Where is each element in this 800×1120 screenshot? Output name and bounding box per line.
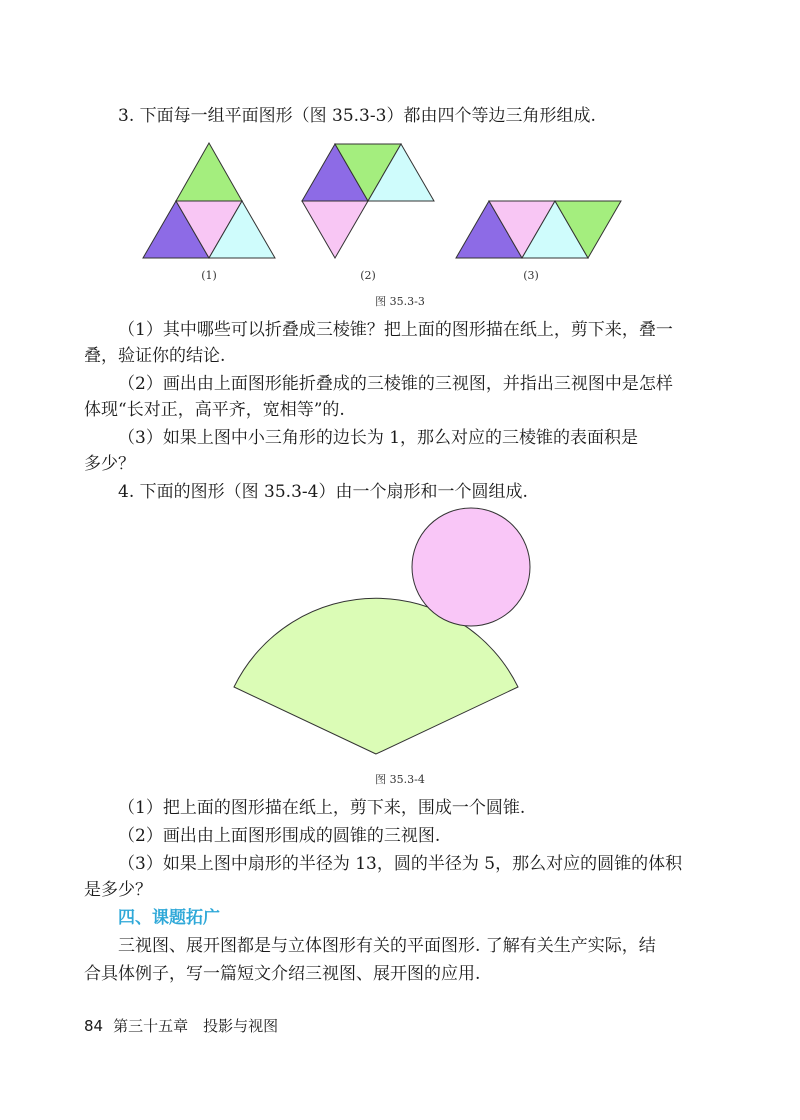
problem-3-intro: 3. 下面每一组平面图形（图 35.3-3）都由四个等边三角形组成. [118,106,596,126]
problem-3-q2-line2: 体现“长对正，高平齐，宽相等”的. [84,400,345,420]
net-1-label: (1) [201,269,217,282]
problem-4-q3-line1: （3）如果上图中扇形的半径为 13，圆的半径为 5，那么对应的圆锥的体积 [118,854,683,874]
problem-3-q2-line1: （2）画出由上面图形能折叠成的三棱锥的三视图，并指出三视图中是怎样 [118,374,673,394]
problem-3-q3-line2: 多少？ [84,454,135,474]
net-3-label: (3) [523,269,539,282]
page-footer [84,1015,278,1036]
problem-4-intro: 4. 下面的图形（图 35.3-4）由一个扇形和一个圆组成. [118,482,528,502]
section-4-paragraph-line1: 三视图、展开图都是与立体图形有关的平面图形. 了解有关生产实际，结 [118,936,656,956]
problem-4-q2: （2）画出由上面图形围成的圆锥的三视图. [118,826,441,846]
chapter-title: 第三十五章 投影与视图 [113,1017,279,1035]
page-number: 84 [84,1017,104,1035]
problem-3-q1-line1: （1）其中哪些可以折叠成三棱锥？把上面的图形描在纸上，剪下来，叠一 [118,320,673,340]
section-heading: 四、课题拓广 [118,908,220,928]
figure-35-3-4-caption: 图 35.3-4 [375,773,425,786]
problem-3-q1-line2: 叠，验证你的结论. [84,346,226,366]
problem-3-q3-line1: （3）如果上图中小三角形的边长为 1，那么对应的三棱锥的表面积是 [118,428,639,448]
problem-4-q1: （1）把上面的图形描在纸上，剪下来，围成一个圆锥. [118,798,526,818]
figure-35-3-3-caption: 图 35.3-3 [375,295,425,308]
circle-shape [412,508,530,626]
problem-4-q3-line2: 是多少？ [84,880,152,900]
section-4-paragraph-line2: 合具体例子，写一篇短文介绍三视图、展开图的应用. [84,964,481,984]
net-2-label: (2) [360,269,376,282]
